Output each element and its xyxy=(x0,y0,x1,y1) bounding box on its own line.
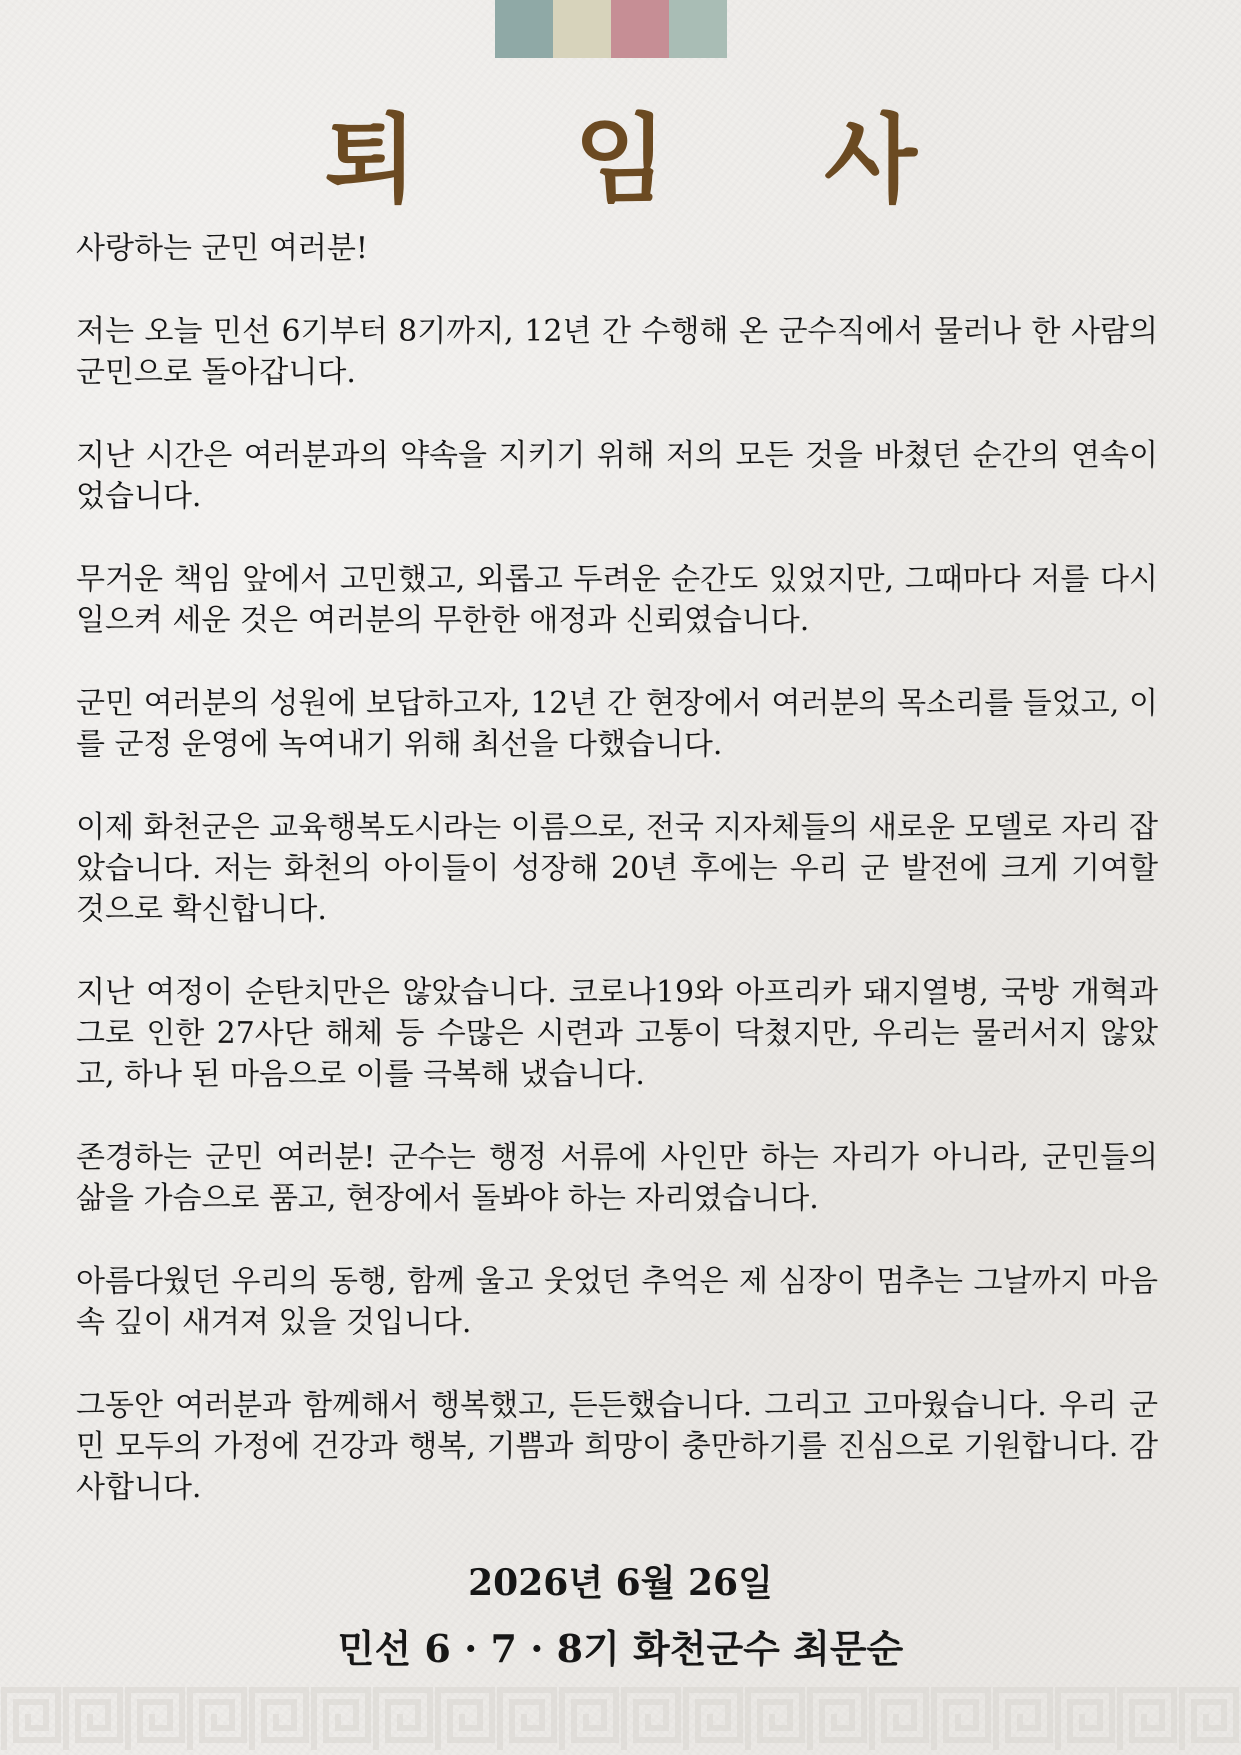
paragraph: 존경하는 군민 여러분! 군수는 행정 서류에 사인만 하는 자리가 아니라, 군민들의 삶을 가슴으로 품고, 현장에서 돌봐야 하는 자리였습니다. xyxy=(76,1140,1158,1216)
color-bar-beige xyxy=(553,0,611,58)
speech-date: 2026년 6월 26일 xyxy=(468,1562,773,1604)
paragraph: 이제 화천군은 교육행복도시라는 이름으로, 전국 지자체들의 새로운 모델로 자리 잡았습니다. 저는 화천의 아이들이 성장해 20년 후에는 우리 군 발전에 크게 기여할 것으로 확신합니다. xyxy=(76,810,1158,927)
traditional-pattern-band xyxy=(0,1680,1241,1755)
paragraph: 지난 여정이 순탄치만은 않았습니다. 코로나19와 아프리카 돼지열병, 국방 개혁과 그로 인한 27사단 해체 등 수많은 시련과 고통이 닥쳤지만, 우리는 물러서지 않았고, 하나 된 마음으로 이를 극복해 냈습니다. xyxy=(76,975,1158,1092)
paragraph: 무거운 책임 앞에서 고민했고, 외롭고 두려운 순간도 있었지만, 그때마다 저를 다시 일으켜 세운 것은 여러분의 무한한 애정과 신뢰였습니다. xyxy=(76,562,1158,638)
decorative-color-bars xyxy=(495,0,727,58)
signature: 민선 6 · 7 · 8기 화천군수 최문순 xyxy=(337,1626,904,1671)
paragraph: 지난 시간은 여러분과의 약속을 지키기 위해 저의 모든 것을 바쳤던 순간의 연속이었습니다. xyxy=(76,438,1158,514)
paragraph: 그동안 여러분과 함께해서 행복했고, 든든했습니다. 그리고 고마웠습니다. 우리 군민 모두의 가정에 건강과 행복, 기쁨과 희망이 충만하기를 진심으로 기원합니다. 감사합니다. xyxy=(76,1388,1158,1505)
color-bar-sage xyxy=(669,0,727,58)
paragraph: 아름다웠던 우리의 동행, 함께 울고 웃었던 추억은 제 심장이 멈추는 그날까지 마음 속 깊이 새겨져 있을 것입니다. xyxy=(76,1264,1158,1340)
paragraph: 군민 여러분의 성원에 보답하고자, 12년 간 현장에서 여러분의 목소리를 들었고, 이를 군정 운영에 녹여내기 위해 최선을 다했습니다. xyxy=(76,686,1158,762)
color-bar-teal xyxy=(495,0,553,58)
paragraph: 저는 오늘 민선 6기부터 8기까지, 12년 간 수행해 온 군수직에서 물러나 한 사람의 군민으로 돌아갑니다. xyxy=(76,314,1158,390)
speech-body xyxy=(76,228,1158,1550)
document-title: 퇴 임 사 xyxy=(323,104,980,216)
color-bar-pink xyxy=(611,0,669,58)
greeting: 사랑하는 군민 여러분! xyxy=(76,231,368,266)
